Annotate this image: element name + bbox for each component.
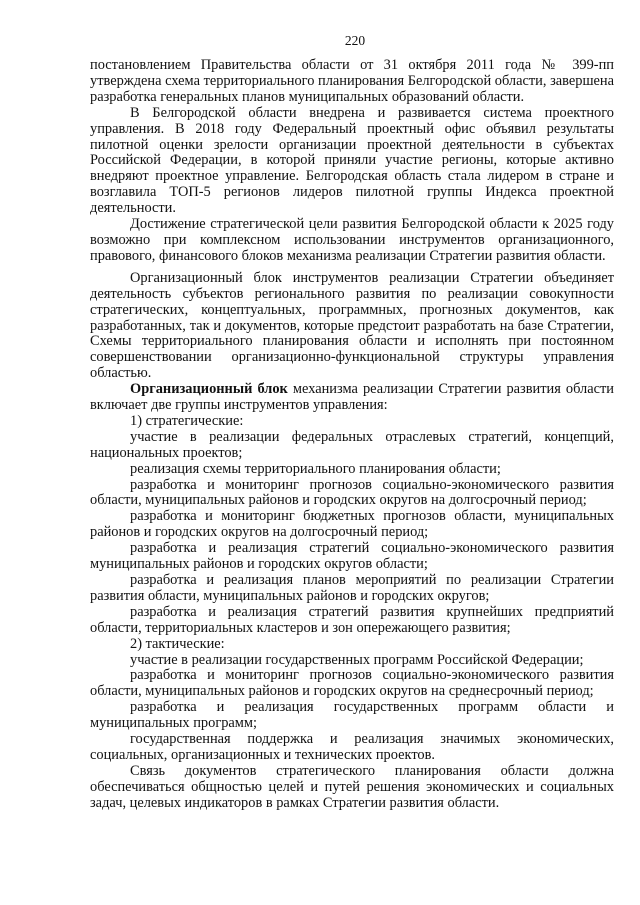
paragraph: Достижение стратегической цели развития Белгородской области к 2025 году возможно при комплексном использовании инструментов организационного, правового, финансового блоков механизма реализации Стратегии развития области. [90, 216, 614, 264]
list-item: разработка и реализация государственных программ области и муниципальных программ; [90, 699, 614, 732]
list-item: участие в реализации государственных программ Российской Федерации; [130, 651, 584, 668]
paragraph: В Белгородской области внедрена и развивается система проектного управления. В 2018 году Федеральный проектный офис объявил результаты пилотной оценки зрелости организации проектной деятельности в субъектах Российской Федерации, в которой приняли участие регионы, которые активно внедряют проектное управление. Белгородская область стала лидером в стране и возглавила ТОП-5 регионов лидеров пилотной группы Индекса проектной деятельности. [90, 104, 614, 217]
list-item: разработка и мониторинг бюджетных прогнозов области, муниципальных районов и городских округов на долгосрочный период; [90, 508, 614, 541]
bold-term: Организационный блок [130, 381, 288, 398]
page-number: 220 [344, 33, 366, 48]
list-item: разработка и реализация стратегий развития крупнейших предприятий области, территориальных кластеров и зон опережающего развития; [90, 603, 614, 636]
list-item: разработка и реализация планов мероприятий по реализации Стратегии развития области, муниципальных районов и городских округов; [90, 572, 614, 604]
list-heading: 2) тактические: [130, 635, 225, 652]
list-heading: 1) стратегические: [130, 412, 244, 429]
list-item: реализация схемы территориального планирования области; [130, 460, 501, 477]
paragraph: постановлением Правительства области от 31 октября 2011 года № 399-пп утверждена схема территориального планирования Белгородской области, завершена разработка генеральных планов муниципальных образований области. [90, 57, 614, 105]
list-item: участие в реализации федеральных отраслевых стратегий, концепций, национальных проектов; [90, 428, 614, 461]
list-item: разработка и мониторинг прогнозов социально-экономического развития области, муниципальных районов и городских округов на среднесрочный период; [90, 667, 614, 700]
list-item: разработка и реализация стратегий социально-экономического развития муниципальных районов и городских округов области; [90, 540, 614, 573]
list-item: государственная поддержка и реализация значимых экономических, социальных, организационных и технических проектов. [90, 731, 614, 763]
document-body [90, 58, 614, 812]
paragraph: Связь документов стратегического планирования области должна обеспечиваться общностью целей и путей решения экономических и социальных задач, целевых индикаторов в рамках Стратегии развития области. [90, 762, 614, 811]
paragraph-text: механизма реализации Стратегии развития области включает две группы инструментов управления: [90, 381, 614, 414]
paragraph: Организационный блок инструментов реализации Стратегии объединяет деятельность субъектов регионального развития по реализации совокупности стратегических, концептуальных, программных, прогнозных документов, как разработанных, так и документов, которые предстоит разработать на базе Стратегии, Схемы территориального планирования области и исполнять при постоянном совершенствовании организационно-функциональной структуры управления областью. [90, 269, 614, 382]
org-block-paragraph [90, 382, 614, 414]
list-item: разработка и мониторинг прогнозов социально-экономического развития области, муниципальных районов и городских округов на долгосрочный период; [90, 476, 614, 509]
